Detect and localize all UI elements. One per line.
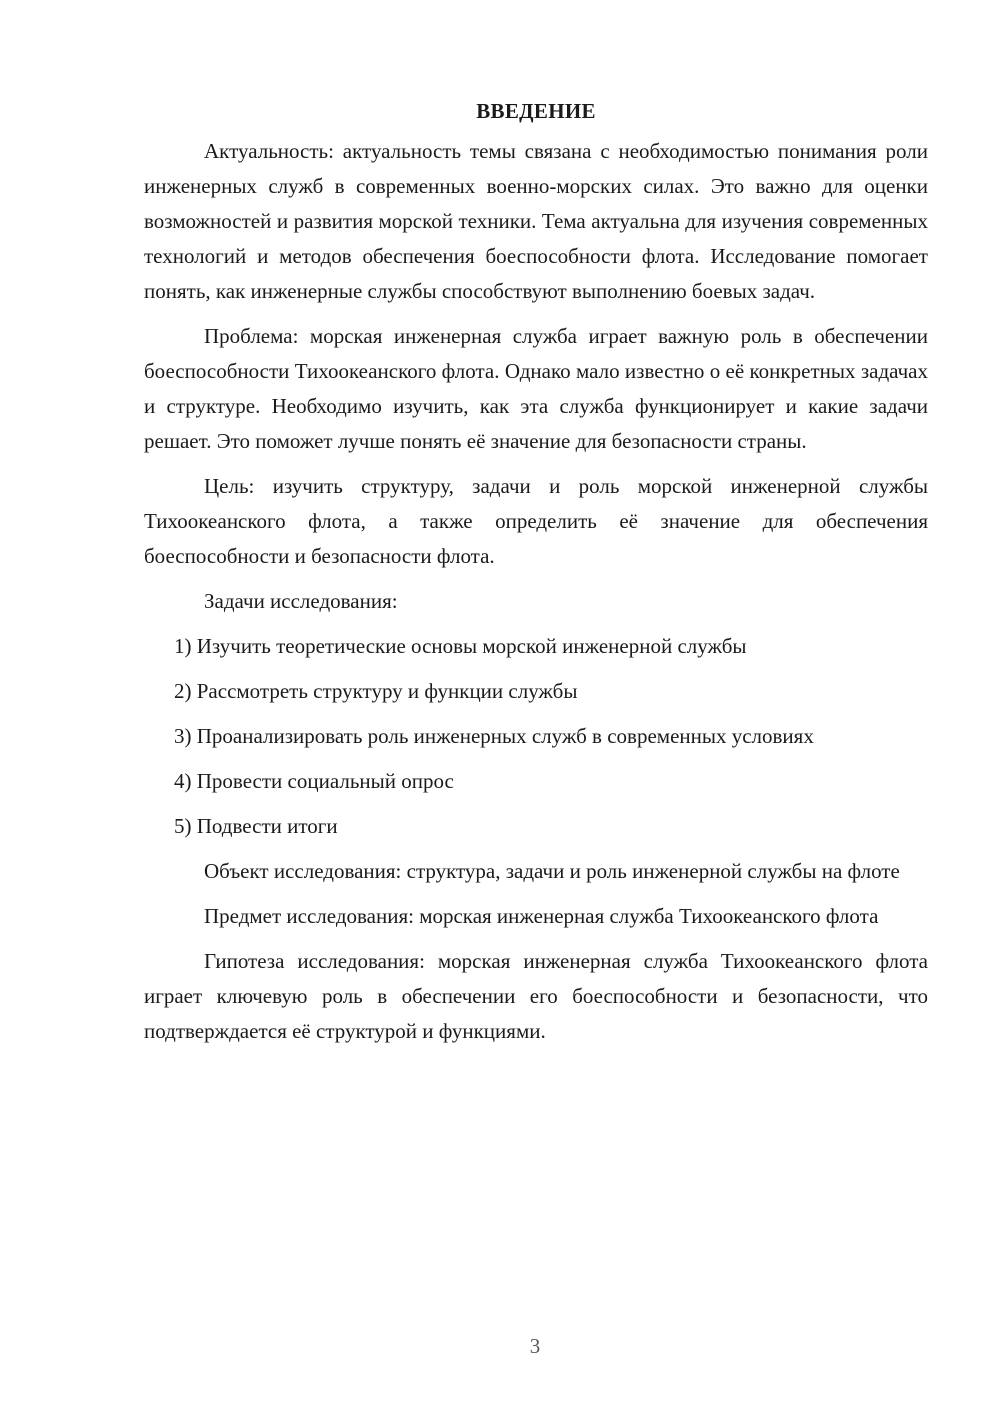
task-item-2: 2) Рассмотреть структуру и функции службы (174, 679, 578, 703)
page-number: 3 (529, 1334, 541, 1358)
task-item-5: 5) Подвести итоги (174, 814, 338, 838)
paragraph-goal: Цель: изучить структуру, задачи и роль морской инженерной службы Тихоокеанского флота, а также определить её значение для обеспечения боеспособности и безопасности флота. (144, 474, 928, 568)
paragraph-tasks-heading: Задачи исследования: (204, 589, 398, 613)
paragraph-subject: Предмет исследования: морская инженерная служба Тихоокеанского флота (204, 904, 879, 928)
paragraph-relevance: Актуальность: актуальность темы связана с необходимостью понимания роли инженерных служб в современных военно-морских силах. Это важно для оценки возможностей и развития морской техники. Тема актуальна для изучения современных технологий и методов обеспечения боеспособности флота. Исследование помогает понять, как инженерные службы способствуют выполнению боевых задач. (144, 139, 928, 303)
paragraph-hypothesis: Гипотеза исследования: морская инженерная служба Тихоокеанского флота играет ключевую роль в обеспечении его боеспособности и безопасности, что подтверждается её структурой и функциями. (144, 949, 928, 1043)
task-item-4: 4) Провести социальный опрос (174, 769, 454, 793)
task-item-3: 3) Проанализировать роль инженерных служб в современных условиях (174, 724, 814, 748)
paragraph-problem: Проблема: морская инженерная служба играет важную роль в обеспечении боеспособности Тихоокеанского флота. Однако мало известно о её конкретных задачах и структуре. Необходимо изучить, как эта служба функционирует и какие задачи решает. Это поможет лучше понять её значение для безопасности страны. (144, 324, 928, 453)
task-item-1: 1) Изучить теоретические основы морской инженерной службы (174, 634, 747, 658)
paragraph-object: Объект исследования: структура, задачи и роль инженерной службы на флоте (204, 859, 900, 883)
document-body (144, 96, 928, 1059)
section-title: ВВЕДЕНИЕ (476, 99, 596, 123)
